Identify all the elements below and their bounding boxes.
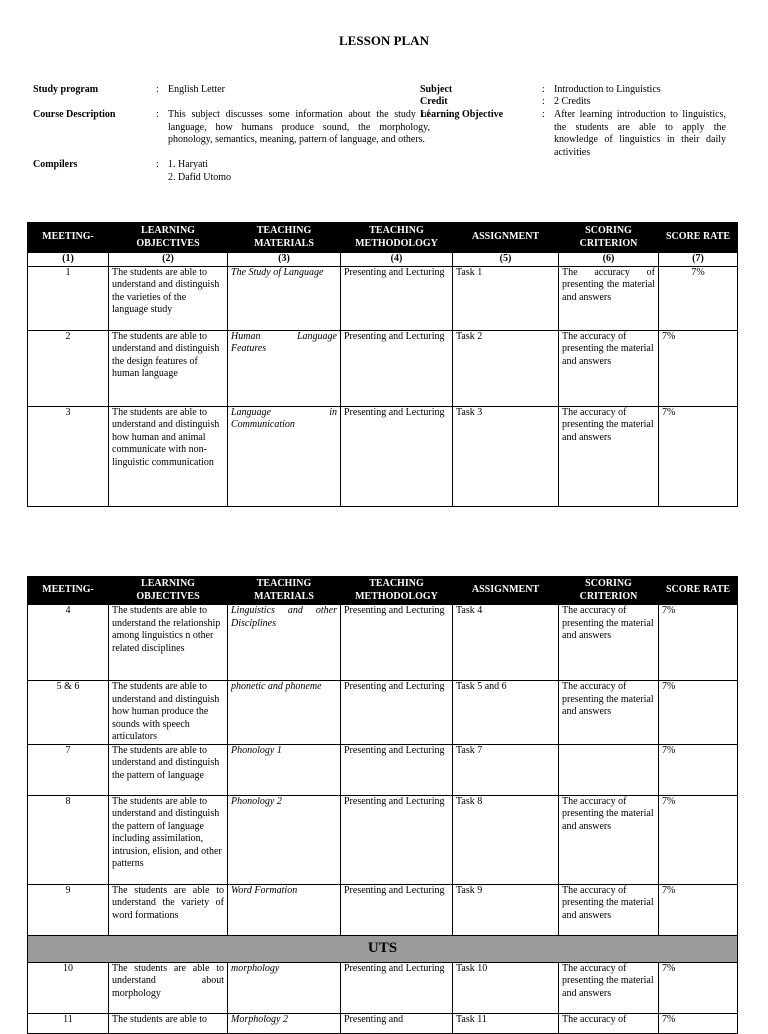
rate-cell: 7% — [659, 795, 738, 884]
table-row — [28, 1013, 738, 1033]
method-cell: Presenting and Lecturing — [341, 681, 453, 745]
method-cell: Presenting and Lecturing — [341, 962, 453, 1013]
criterion-cell: The accuracy of presenting the material and answers — [559, 330, 659, 406]
table-row — [28, 605, 738, 681]
table-row — [28, 330, 738, 406]
index-cell: (3) — [228, 253, 341, 267]
course-description-label: Course Description — [33, 109, 116, 120]
rate-cell: 7% — [659, 681, 738, 745]
learning-objective-value: After learning introduction to linguistics, the students are able to apply the knowledge of linguistics in their daily activities — [554, 109, 726, 158]
header-teaching-materials: TEACHING MATERIALS — [228, 223, 341, 253]
method-cell: Presenting and Lecturing — [341, 406, 453, 506]
page-title: LESSON PLAN — [339, 33, 429, 48]
criterion-cell — [559, 744, 659, 795]
rate-cell: 7% — [659, 1013, 738, 1033]
index-cell: (2) — [109, 253, 228, 267]
colon: : — [542, 84, 545, 95]
header-teaching-methodology: TEACHING METHODOLOGY — [341, 577, 453, 605]
meeting-cell: 3 — [28, 406, 109, 506]
material-cell: Morphology 2 — [228, 1013, 341, 1033]
header-learning-objectives: LEARNING OBJECTIVES — [109, 577, 228, 605]
table-header-row — [28, 577, 738, 605]
objective-cell: The students are able to understand the relationship among linguistics n other related disciplines — [109, 605, 228, 681]
compiler-1: 1. Haryati — [168, 159, 208, 170]
criterion-cell: The accuracy of — [559, 1013, 659, 1033]
header-assignment: ASSIGNMENT — [453, 223, 559, 253]
criterion-cell: The accuracy of presenting the material and answers — [559, 795, 659, 884]
method-cell: Presenting and Lecturing — [341, 884, 453, 935]
header-learning-objectives: LEARNING OBJECTIVES — [109, 223, 228, 253]
objective-cell: The students are able to understand and distinguish the design features of human language — [109, 330, 228, 406]
header-teaching-materials: TEACHING MATERIALS — [228, 577, 341, 605]
meeting-cell: 9 — [28, 884, 109, 935]
criterion-cell: The accuracy of presenting the material and answers — [559, 681, 659, 745]
assignment-cell: Task 1 — [453, 266, 559, 330]
table-row — [28, 406, 738, 506]
meeting-cell: 11 — [28, 1013, 109, 1033]
material-cell: Language in Communication — [228, 406, 341, 506]
header-scoring-criterion: SCORING CRITERION — [559, 223, 659, 253]
material-cell: Human Language Features — [228, 330, 341, 406]
subject-value: Introduction to Linguistics — [554, 84, 661, 95]
header-meeting: MEETING- — [28, 577, 109, 605]
header-meeting: MEETING- — [28, 223, 109, 253]
header-score-rate: SCORE RATE — [659, 223, 738, 253]
learning-objective-label: Learning Objective — [420, 109, 504, 120]
assignment-cell: Task 10 — [453, 962, 559, 1013]
assignment-cell: Task 2 — [453, 330, 559, 406]
colon: : — [156, 109, 159, 120]
lesson-plan-table-2 — [27, 576, 738, 1034]
rate-cell: 7% — [659, 884, 738, 935]
method-cell: Presenting and Lecturing — [341, 744, 453, 795]
study-program-label: Study program — [33, 84, 99, 95]
table-row — [28, 962, 738, 1013]
colon: : — [542, 96, 545, 107]
method-cell: Presenting and Lecturing — [341, 605, 453, 681]
credit-label: Credit — [420, 96, 448, 107]
compilers-label: Compilers — [33, 159, 78, 170]
index-cell: (5) — [453, 253, 559, 267]
colon: : — [156, 84, 159, 95]
course-description-value: This subject discusses some information about the study of language, how humans produce sound, the morphology, phonology, semantics, meaning, pattern of language, and others. — [168, 109, 430, 145]
method-cell: Presenting and Lecturing — [341, 795, 453, 884]
assignment-cell: Task 7 — [453, 744, 559, 795]
material-cell: phonetic and phoneme — [228, 681, 341, 745]
criterion-cell: The accuracy of presenting the material and answers — [559, 605, 659, 681]
objective-cell: The students are able to understand and distinguish how human and animal communicate with non-linguistic communication — [109, 406, 228, 506]
colon: : — [542, 109, 545, 120]
objective-cell: The students are able to understand about morphology — [109, 962, 228, 1013]
method-cell: Presenting and Lecturing — [341, 330, 453, 406]
objective-cell: The students are able to understand the variety of word formations — [109, 884, 228, 935]
meeting-cell: 7 — [28, 744, 109, 795]
material-cell: Phonology 1 — [228, 744, 341, 795]
objective-cell: The students are able to understand and distinguish how human produce the sounds with speech articulators — [109, 681, 228, 745]
assignment-cell: Task 3 — [453, 406, 559, 506]
rate-cell: 7% — [659, 744, 738, 795]
header-teaching-methodology: TEACHING METHODOLOGY — [341, 223, 453, 253]
table-row — [28, 266, 738, 330]
header-scoring-criterion: SCORING CRITERION — [559, 577, 659, 605]
method-cell: Presenting and — [341, 1013, 453, 1033]
material-cell: Word Formation — [228, 884, 341, 935]
meeting-cell: 10 — [28, 962, 109, 1013]
assignment-cell: Task 4 — [453, 605, 559, 681]
table-row — [28, 884, 738, 935]
header-assignment: ASSIGNMENT — [453, 577, 559, 605]
uts-label: UTS — [28, 935, 738, 962]
credit-value: 2 Credits — [554, 96, 591, 107]
uts-row — [28, 935, 738, 962]
rate-cell: 7% — [659, 406, 738, 506]
compiler-2: 2. Dafid Utomo — [168, 171, 232, 183]
meeting-cell: 2 — [28, 330, 109, 406]
header-score-rate: SCORE RATE — [659, 577, 738, 605]
objective-cell: The students are able to understand and distinguish the pattern of language — [109, 744, 228, 795]
study-program-value: English Letter — [168, 84, 225, 95]
table-row — [28, 681, 738, 745]
table-row — [28, 795, 738, 884]
assignment-cell: Task 11 — [453, 1013, 559, 1033]
colon: : — [156, 159, 159, 170]
objective-cell: The students are able to understand and distinguish the pattern of language including assimilation, intrusion, elision, and other patterns — [109, 795, 228, 884]
index-cell: (7) — [659, 253, 738, 267]
assignment-cell: Task 5 and 6 — [453, 681, 559, 745]
table-header-row — [28, 223, 738, 253]
subject-label: Subject — [420, 84, 453, 95]
index-cell: (6) — [559, 253, 659, 267]
rate-cell: 7% — [659, 330, 738, 406]
lesson-plan-table-1 — [27, 222, 738, 507]
table-row — [28, 744, 738, 795]
rate-cell: 7% — [659, 962, 738, 1013]
assignment-cell: Task 9 — [453, 884, 559, 935]
table-index-row — [28, 253, 738, 267]
objective-cell: The students are able to understand and distinguish the varieties of the language study — [109, 266, 228, 330]
meeting-cell: 4 — [28, 605, 109, 681]
compilers-value — [168, 159, 430, 184]
rate-cell: 7% — [659, 605, 738, 681]
objective-cell: The students are able to — [109, 1013, 228, 1033]
index-cell: (1) — [28, 253, 109, 267]
meeting-cell: 1 — [28, 266, 109, 330]
meeting-cell: 5 & 6 — [28, 681, 109, 745]
method-cell: Presenting and Lecturing — [341, 266, 453, 330]
criterion-cell: The accuracy of presenting the material and answers — [559, 406, 659, 506]
material-cell: Linguistics and other Disciplines — [228, 605, 341, 681]
material-cell: The Study of Language — [228, 266, 341, 330]
index-cell: (4) — [341, 253, 453, 267]
assignment-cell: Task 8 — [453, 795, 559, 884]
material-cell: Phonology 2 — [228, 795, 341, 884]
rate-cell: 7% — [659, 266, 738, 330]
criterion-cell: The accuracy of presenting the material and answers — [559, 962, 659, 1013]
criterion-cell: The accuracy of presenting the material and answers — [559, 884, 659, 935]
material-cell: morphology — [228, 962, 341, 1013]
meeting-cell: 8 — [28, 795, 109, 884]
criterion-cell: The accuracy of presenting the material and answers — [559, 266, 659, 330]
